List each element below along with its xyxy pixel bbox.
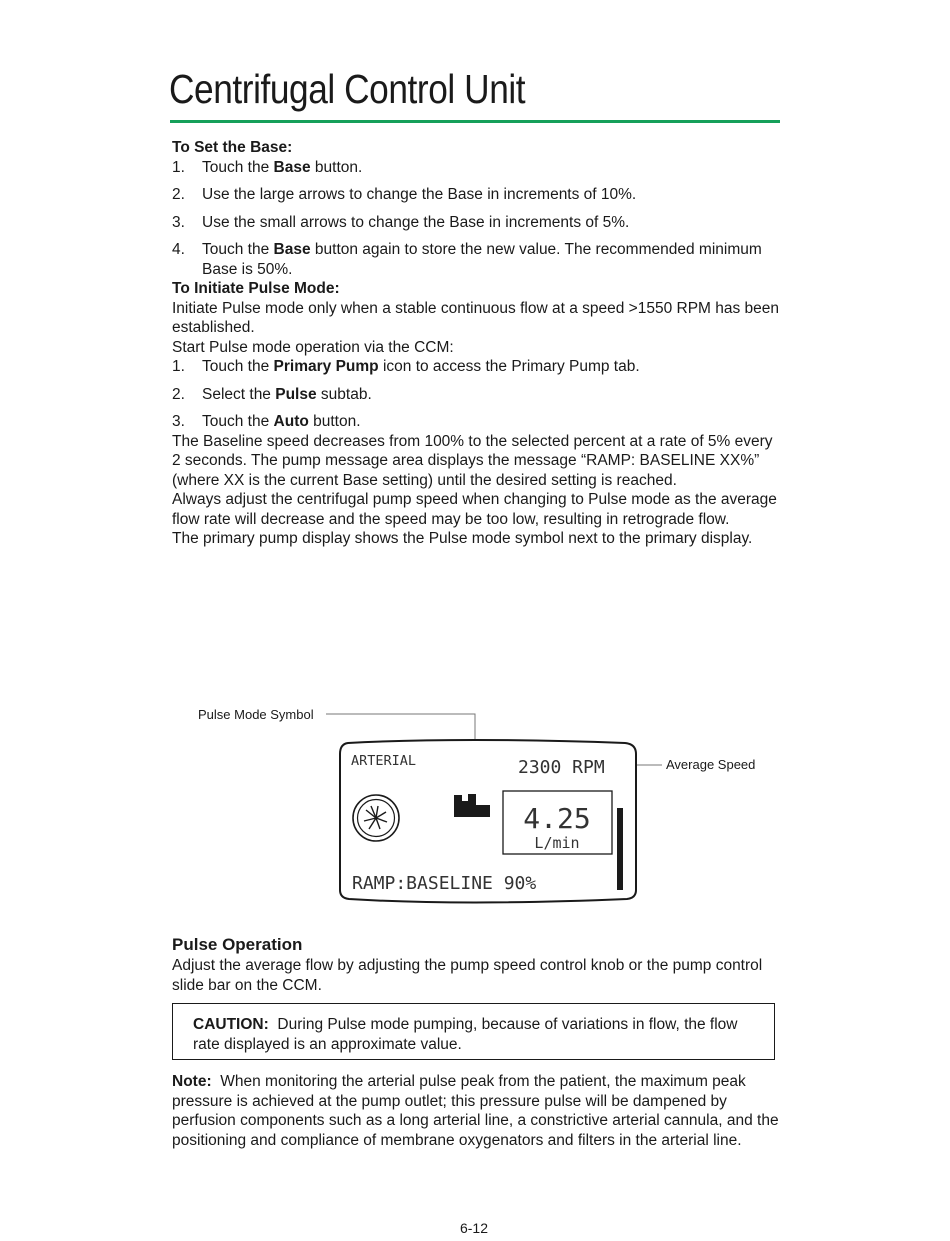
pump-display-diagram	[172, 700, 782, 915]
flow-unit: L/min	[534, 834, 580, 852]
message-readout: RAMP:BASELINE 90%	[352, 873, 537, 894]
base-step	[172, 240, 782, 279]
base-step	[172, 213, 782, 233]
step-number: 3.	[172, 213, 185, 231]
base-step	[172, 185, 782, 205]
step-text: Touch the Auto button.	[202, 413, 361, 430]
pulse-step	[172, 357, 782, 377]
note	[172, 1072, 782, 1150]
step-text: Select the Pulse subtab.	[202, 385, 372, 403]
note-text: When monitoring the arterial pulse peak from the patient, the maximum peak pressure is achieved at the pump outlet; this pressure pulse will be dampened by perfusion components such as a long arterial line, a constrictive arterial cannula, and the positioning and compliance of membrane oxygenators and filters in the arterial line.	[172, 1073, 779, 1149]
step-text: Touch the Base button.	[202, 158, 363, 176]
step-text: Touch the Base button again to store the new value. The recommended minimum Base is 50%.	[202, 241, 762, 278]
step-text: Use the large arrows to change the Base in increments of 10%.	[202, 186, 637, 203]
step-number: 2.	[172, 385, 185, 403]
step-number: 3.	[172, 413, 185, 430]
baseline-paragraph: The Baseline speed decreases from 100% to the selected percent at a rate of 5% every 2 seconds. The pump message area displays the message “RAMP: BASELINE XX%” (where XX is the current Base setting) until the desired setting is reached.	[172, 432, 773, 489]
mode-label: ARTERIAL	[351, 753, 417, 769]
pulse-operation-text: Adjust the average flow by adjusting the pump speed control knob or the pump control slide bar on the CCM.	[172, 957, 763, 994]
main-content	[172, 138, 782, 549]
step-text: Touch the Primary Pump icon to access the Primary Pump tab.	[202, 358, 640, 375]
pulse-operation-heading: Pulse Operation	[172, 935, 303, 954]
caution-text: During Pulse mode pumping, because of variations in flow, the flow rate displayed is an approximate value.	[193, 1016, 738, 1053]
pulse-init-intro: Initiate Pulse mode only when a stable continuous flow at a speed >1550 RPM has been established.	[172, 299, 780, 336]
note-label: Note:	[172, 1073, 212, 1090]
caution-label: CAUTION:	[193, 1016, 269, 1033]
step-number: 2.	[172, 186, 185, 203]
base-step	[172, 158, 782, 178]
level-bar	[617, 808, 623, 890]
pump-display-figure	[172, 700, 782, 915]
pulse-start-text: Start Pulse mode operation via the CCM:	[172, 338, 454, 356]
step-text: Use the small arrows to change the Base in increments of 5%.	[202, 213, 630, 231]
base-heading: To Set the Base:	[172, 139, 293, 156]
page-number: 6-12	[459, 1220, 489, 1236]
step-number: 1.	[172, 158, 185, 176]
average-speed-callout: Average Speed	[666, 757, 756, 772]
pulse-mode-symbol-callout: Pulse Mode Symbol	[198, 707, 314, 722]
step-number: 4.	[172, 241, 185, 258]
page-title: Centrifugal Control Unit	[169, 66, 526, 112]
caution-box	[172, 1003, 775, 1060]
adjust-paragraph: Always adjust the centrifugal pump speed when changing to Pulse mode as the average flow rate will decrease and the speed may be too low, resulting in retrograde flow.	[172, 491, 777, 528]
title-rule	[170, 120, 780, 123]
display-paragraph: The primary pump display shows the Pulse mode symbol next to the primary display.	[172, 530, 753, 547]
pulse-step	[172, 385, 782, 405]
pulse-init-heading: To Initiate Pulse Mode:	[172, 280, 340, 297]
flow-value: 4.25	[523, 802, 591, 835]
pulse-step	[172, 412, 782, 432]
step-number: 1.	[172, 358, 185, 375]
speed-readout: 2300 RPM	[518, 757, 605, 778]
